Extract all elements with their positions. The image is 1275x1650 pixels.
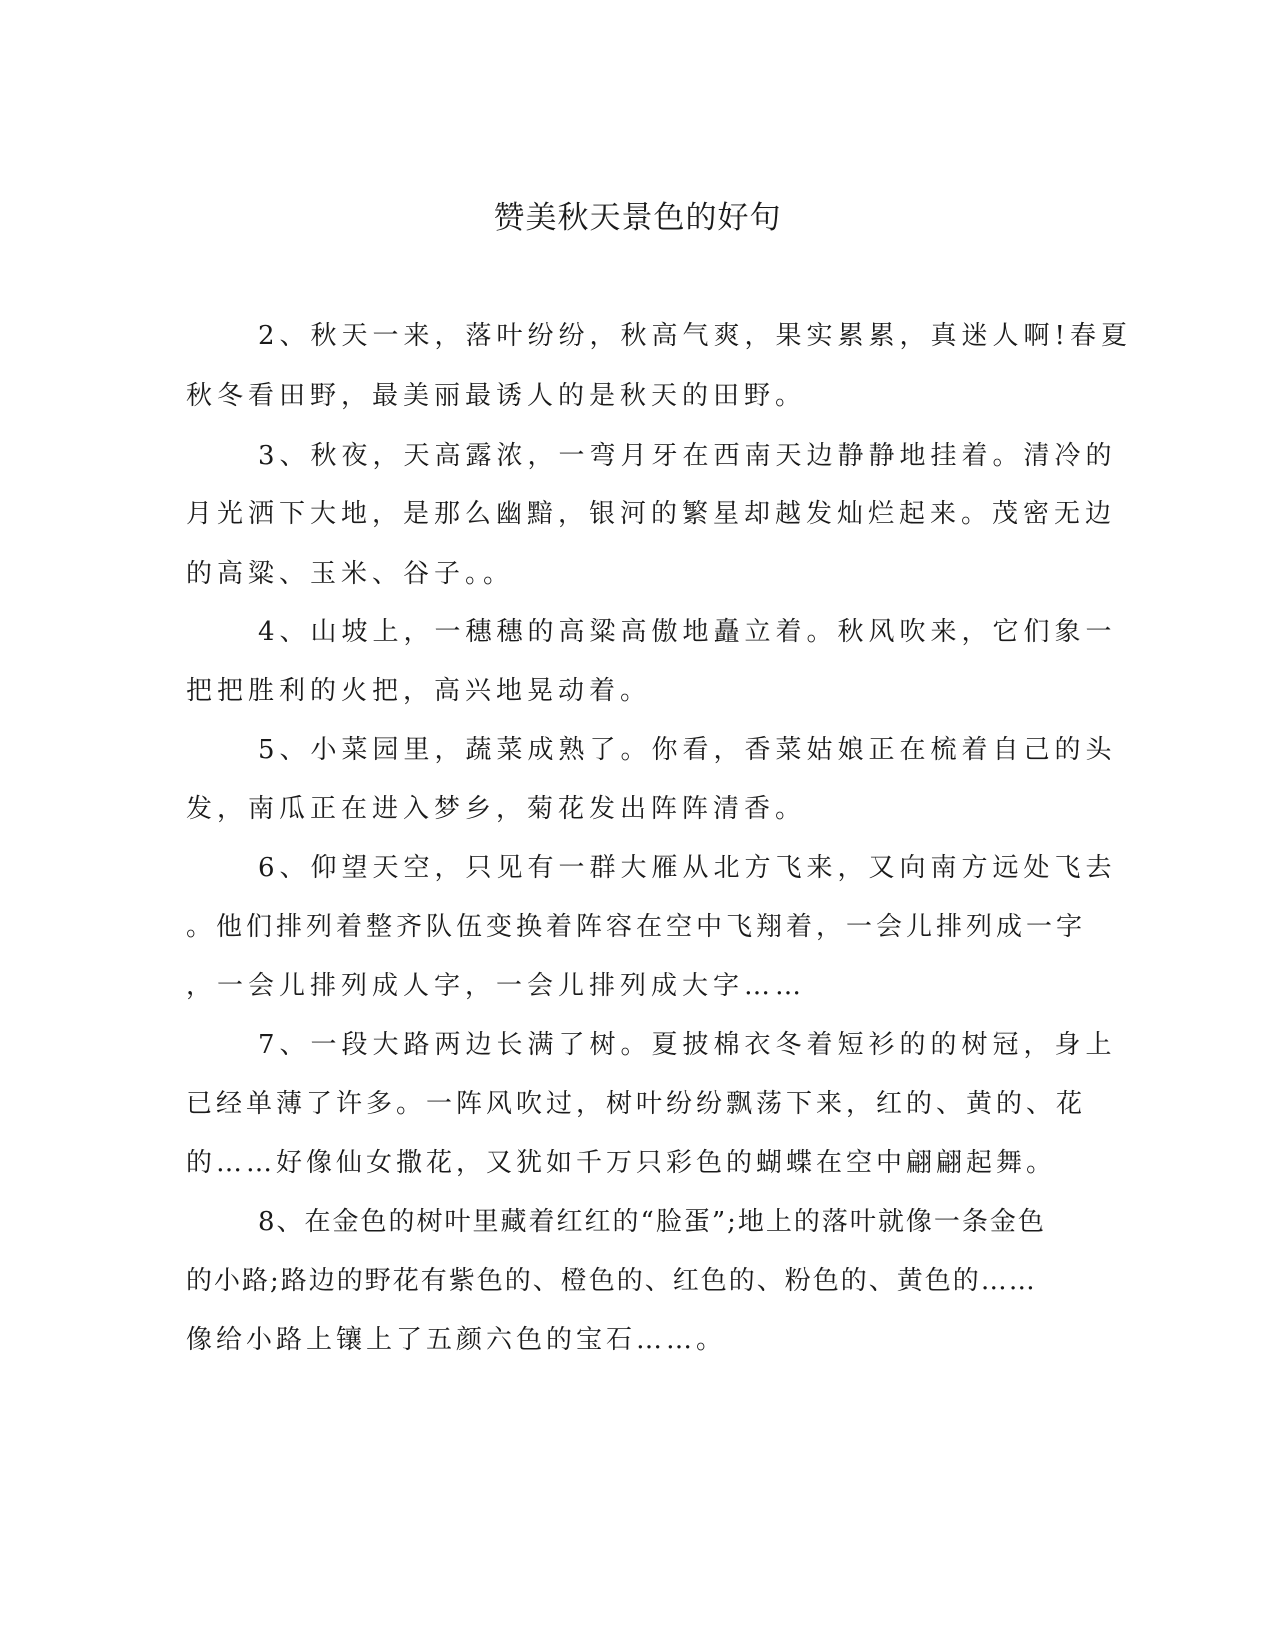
text-line: 月光洒下大地，是那么幽黯，银河的繁星却越发灿烂起来。茂密无边 bbox=[186, 499, 1117, 529]
text-line: 7、一段大路两边长满了树。夏披棉衣冬着短衫的的树冠，身上 bbox=[258, 1030, 1117, 1060]
text-line: 。他们排列着整齐队伍变换着阵容在空中飞翔着，一会儿排列成一字 bbox=[186, 912, 1087, 942]
text-line: 的高粱、玉米、谷子。。 bbox=[186, 559, 515, 589]
text-line: 2、秋天一来，落叶纷纷，秋高气爽，果实累累，真迷人啊!春夏 bbox=[258, 321, 1132, 351]
text-line: 秋冬看田野，最美丽最诱人的是秋天的田野。 bbox=[186, 381, 807, 411]
text-line: 5、小菜园里，蔬菜成熟了。你看，香菜姑娘正在梳着自己的头 bbox=[258, 735, 1117, 765]
text-line: 3、秋夜，天高露浓，一弯月牙在西南天边静静地挂着。清冷的 bbox=[258, 441, 1117, 471]
text-line: 把把胜利的火把，高兴地晃动着。 bbox=[186, 676, 652, 706]
text-line: 8、在金色的树叶里藏着红红的“脸蛋”;地上的落叶就像一条金色 bbox=[258, 1207, 1046, 1237]
text-line: 像给小路上镶上了五颜六色的宝石……。 bbox=[186, 1325, 727, 1355]
text-line: 已经单薄了许多。一阵风吹过，树叶纷纷飘荡下来，红的、黄的、花 bbox=[186, 1089, 1087, 1119]
text-line: 6、仰望天空，只见有一群大雁从北方飞来，又向南方远处飞去 bbox=[258, 853, 1117, 883]
text-line: 的……好像仙女撒花，又犹如千万只彩色的蝴蝶在空中翩翩起舞。 bbox=[186, 1148, 1057, 1178]
document-title: 赞美秋天景色的好句 bbox=[493, 200, 782, 236]
text-line: 的小路;路边的野花有紫色的、橙色的、红色的、粉色的、黄色的…… bbox=[186, 1266, 1037, 1296]
text-line: 4、山坡上，一穗穗的高粱高傲地矗立着。秋风吹来，它们象一 bbox=[258, 617, 1117, 647]
text-line: 发，南瓜正在进入梦乡，菊花发出阵阵清香。 bbox=[186, 794, 807, 824]
text-line: ，一会儿排列成人字，一会儿排列成大字…… bbox=[186, 971, 807, 1001]
